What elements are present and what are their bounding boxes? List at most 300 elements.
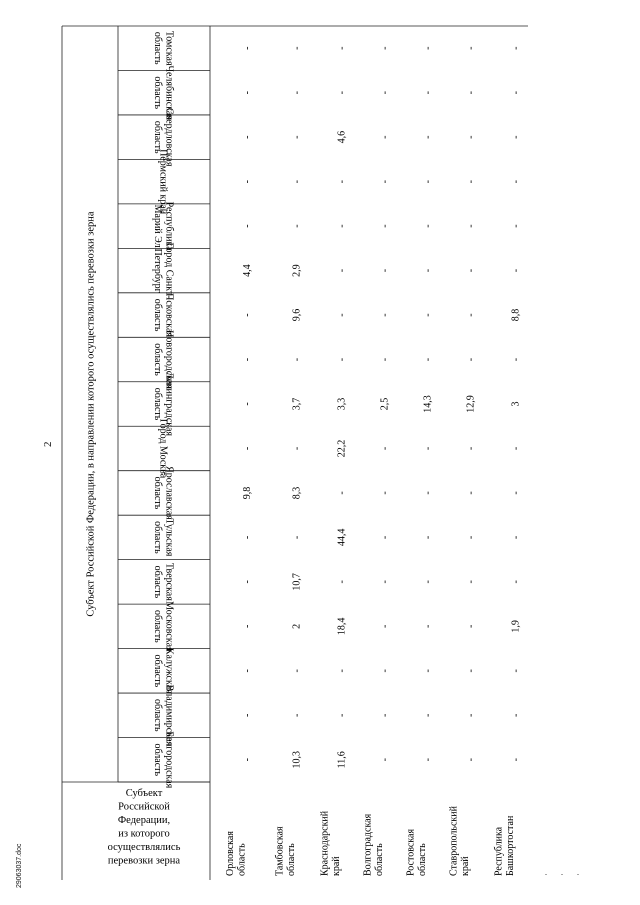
cell-value: 44,4 — [336, 528, 348, 547]
cell-value: 22,2 — [336, 439, 348, 458]
cell-value: - — [422, 624, 434, 629]
page-number: 2 — [42, 441, 54, 447]
table-cell — [380, 136, 391, 139]
origin-header-line: Субъект — [125, 788, 163, 799]
table-cell — [511, 536, 522, 539]
cell-value: - — [242, 713, 253, 717]
table-cell — [292, 180, 303, 183]
cell-value: - — [465, 446, 477, 451]
table-cell — [242, 313, 253, 316]
origin-header-line: из которого — [118, 828, 170, 840]
cell-value: - — [242, 446, 253, 451]
cell-value: 3,7 — [291, 397, 303, 411]
destination-header-line: Белгородская — [163, 731, 175, 789]
cell-value: - — [510, 179, 522, 184]
cell-value: - — [336, 491, 348, 495]
table-cell — [511, 91, 522, 94]
row-origin-line: Ростовская — [405, 828, 417, 876]
table-cell — [337, 358, 348, 361]
row-origin-line: Башкортостан — [505, 815, 516, 876]
cell-value: - — [291, 357, 303, 362]
destination-header-line: Республика — [163, 201, 175, 251]
table-cell — [423, 714, 434, 717]
cell-value: 11,6 — [336, 751, 348, 769]
table-cell — [337, 669, 348, 672]
table-cell — [423, 758, 434, 761]
table-cell — [380, 580, 391, 583]
table-cell — [337, 714, 348, 717]
table-cell — [337, 131, 348, 144]
cell-value: - — [422, 91, 434, 95]
cell-value: - — [379, 224, 391, 228]
table-cell — [511, 136, 522, 139]
origin-header-line: перевозки зерна — [107, 855, 181, 867]
destination-header-line: Ярославская — [163, 466, 175, 520]
cell-value: - — [465, 268, 477, 273]
cell-value: - — [465, 357, 477, 362]
cell-value: - — [465, 535, 477, 540]
table-cell — [292, 624, 303, 629]
table-cell — [466, 580, 477, 583]
cell-value: - — [510, 357, 522, 362]
destination-header-line: Псковская — [163, 293, 175, 337]
destination-header-line: Новгородская — [163, 330, 175, 389]
cell-value: - — [510, 268, 522, 273]
cell-value: - — [242, 624, 253, 629]
destination-header-line: область — [151, 120, 163, 154]
cell-value: 1,9 — [510, 620, 522, 633]
cell-value: - — [465, 669, 477, 673]
cell-value: - — [379, 446, 391, 451]
cell-value: - — [379, 135, 391, 139]
cell-value: - — [242, 535, 253, 540]
cell-value: - — [291, 713, 303, 717]
cell-value: - — [291, 535, 303, 540]
table-cell — [337, 224, 348, 227]
row-origin-label — [363, 813, 386, 876]
table-cell — [511, 269, 522, 272]
row-origin-line: область — [374, 843, 385, 876]
table-cell — [466, 714, 477, 717]
row-origin-line: Тамбовская — [274, 826, 286, 876]
destination-header — [152, 518, 175, 556]
row-origin-line: область — [417, 843, 428, 876]
table-cell — [466, 447, 477, 450]
destination-header — [152, 65, 175, 120]
table-cell — [511, 669, 522, 672]
cell-value: 2,5 — [379, 397, 391, 411]
table-cell — [423, 491, 434, 494]
destination-header-line: Город Санкт- — [163, 242, 175, 299]
cell-value: - — [422, 446, 434, 451]
table-cell — [466, 91, 477, 94]
cell-value: - — [336, 713, 348, 717]
destination-header-line: область — [151, 698, 163, 732]
row-origin-line: Волгоградская — [362, 813, 374, 876]
cell-value: - — [379, 713, 391, 717]
table-cell — [337, 440, 348, 458]
cell-value: 18,4 — [336, 617, 348, 636]
cell-value: - — [465, 580, 477, 584]
row-origin-line: Орловская — [225, 831, 236, 876]
destination-header-line: Томская — [163, 30, 175, 66]
table-cell — [242, 402, 253, 405]
cell-value: - — [291, 179, 303, 184]
cell-value: - — [291, 135, 303, 139]
table-cell — [423, 669, 434, 672]
table-cell — [511, 309, 522, 322]
cell-value: - — [465, 713, 477, 717]
table-cell — [380, 269, 391, 272]
table-cell — [423, 269, 434, 272]
table-cell — [337, 398, 348, 411]
cell-value: - — [465, 624, 477, 629]
table-cell — [337, 618, 348, 636]
cell-value: - — [379, 357, 391, 362]
table-cell — [242, 714, 253, 717]
cell-value: - — [242, 46, 253, 50]
cell-value: 4,4 — [242, 264, 253, 277]
cell-value: 8,3 — [291, 486, 303, 500]
table-cell — [511, 224, 522, 227]
table-cell — [242, 625, 253, 628]
table-cell — [511, 447, 522, 450]
destination-header-line: Владимирская — [163, 684, 175, 746]
table-cell — [423, 358, 434, 361]
table-cell — [242, 91, 253, 94]
table-cell — [380, 91, 391, 94]
destination-header-line: область — [151, 743, 163, 777]
cell-value: 9,8 — [242, 486, 253, 500]
table-cell — [337, 91, 348, 94]
table-cell — [242, 669, 253, 672]
cell-value: 14,3 — [422, 395, 434, 413]
row-origin-line: область — [236, 843, 248, 876]
table-cell — [466, 536, 477, 539]
cell-value: - — [465, 46, 477, 50]
cell-value: - — [336, 313, 348, 317]
table-cell — [511, 358, 522, 361]
destination-header — [152, 648, 175, 694]
table-cell — [292, 573, 303, 591]
table-cell — [292, 309, 303, 322]
table-cell — [292, 447, 303, 450]
table-cell — [380, 313, 391, 316]
table-cell — [380, 758, 391, 761]
cell-value: 3,3 — [336, 397, 348, 411]
table-cell — [292, 487, 303, 500]
table-cell — [423, 91, 434, 94]
cell-value: - — [242, 179, 253, 184]
cell-value: - — [242, 669, 253, 673]
cell-value: - — [465, 179, 477, 184]
table-cell — [380, 358, 391, 361]
cell-value: - — [379, 758, 391, 762]
table-cell — [380, 536, 391, 539]
table-cell — [292, 714, 303, 717]
destination-header-line: область — [151, 610, 163, 643]
cell-value: - — [422, 268, 434, 273]
destination-header — [152, 330, 175, 389]
cell-value: - — [422, 669, 434, 673]
table-cell — [292, 264, 303, 277]
origin-header-line: Федерации, — [117, 815, 171, 826]
table-cell — [292, 224, 303, 227]
table-cell — [466, 358, 477, 361]
destination-header-line: область — [151, 76, 163, 110]
table-cell — [380, 47, 391, 50]
destination-header — [152, 685, 175, 747]
cell-value: - — [379, 580, 391, 584]
origin-header-line: осуществлялись — [107, 842, 181, 853]
cell-value: - — [510, 135, 522, 139]
cell-value: - — [336, 580, 348, 584]
table-cell — [292, 669, 303, 672]
table-cell — [466, 224, 477, 227]
cell-value: - — [242, 91, 253, 95]
cell-value: - — [422, 46, 434, 50]
table-cell — [292, 91, 303, 94]
cell-value: - — [291, 446, 303, 451]
destination-header-line: область — [151, 565, 163, 599]
row-origin-label — [225, 831, 248, 876]
table-cell — [242, 758, 253, 761]
table-cell — [423, 180, 434, 183]
table-cell — [466, 136, 477, 139]
destination-header-line: Город Москва — [157, 418, 169, 479]
table-cell — [380, 224, 391, 227]
cell-value: - — [291, 46, 303, 50]
cell-value: 8,8 — [510, 308, 522, 322]
table-cell — [423, 395, 434, 413]
cell-value: - — [422, 135, 434, 139]
table-cell — [511, 714, 522, 717]
cell-value: 10,3 — [291, 751, 303, 769]
destination-header — [152, 293, 175, 337]
cell-value: - — [510, 669, 522, 673]
table-cell — [242, 264, 253, 277]
table-cell — [511, 620, 522, 633]
cell-value: - — [422, 713, 434, 717]
destination-header — [152, 243, 175, 299]
cell-value: 2,9 — [291, 264, 303, 277]
cell-value: - — [242, 758, 253, 762]
cell-value: - — [465, 491, 477, 495]
destination-header-line: область — [151, 343, 163, 376]
cell-value: - — [242, 402, 253, 406]
destination-header-line: Пермский край — [157, 149, 169, 215]
table-cell — [337, 751, 348, 768]
table-cell — [292, 136, 303, 139]
cell-value: - — [422, 313, 434, 317]
destination-header-line: Петербург — [151, 248, 163, 293]
table-cell — [423, 136, 434, 139]
table-cell — [337, 529, 348, 547]
row-origin-line: Ставропольский — [448, 806, 460, 876]
table-cell — [511, 180, 522, 183]
cell-value: - — [465, 135, 477, 139]
table-cell — [511, 580, 522, 583]
cell-value: - — [510, 91, 522, 95]
footer-dots: . . . — [545, 868, 585, 877]
header-main-line: Субъект Российской Федерации, в направлении которого осуществлялись перевозки зерна — [85, 211, 97, 617]
destination-header-line: Свердловская — [163, 107, 175, 167]
cell-value: 9,6 — [291, 308, 303, 322]
cell-value: - — [336, 357, 348, 362]
table-cell — [511, 491, 522, 494]
cell-value: - — [379, 313, 391, 317]
table-cell — [423, 625, 434, 628]
cell-value: - — [242, 135, 253, 139]
table-cell — [380, 447, 391, 450]
cell-value: 2 — [291, 623, 303, 629]
table-cell — [292, 751, 303, 769]
cell-value: - — [465, 758, 477, 762]
cell-value: - — [379, 624, 391, 629]
table-cell — [380, 625, 391, 628]
table-cell — [337, 580, 348, 583]
cell-value: - — [291, 224, 303, 228]
destination-header-line: Челябинская — [163, 65, 175, 120]
table-cell — [423, 47, 434, 50]
cell-value: - — [510, 713, 522, 717]
cell-value: - — [422, 491, 434, 495]
cell-value: 4,6 — [336, 130, 348, 144]
cell-value: - — [510, 446, 522, 451]
table-cell — [466, 669, 477, 672]
cell-value: - — [336, 91, 348, 95]
destination-header-line: Ленинградская — [163, 371, 175, 437]
table-cell — [242, 487, 253, 500]
table-cell — [466, 269, 477, 272]
cell-value: - — [336, 46, 348, 50]
row-origin-line: Республика — [493, 826, 505, 876]
table-cell — [380, 180, 391, 183]
table-cell — [337, 491, 348, 494]
header-main — [86, 211, 97, 617]
cell-value: - — [510, 535, 522, 540]
cell-value: - — [510, 46, 522, 50]
destination-header-line: область — [151, 654, 163, 688]
cell-value: - — [422, 357, 434, 362]
cell-value: 10,7 — [291, 573, 303, 591]
cell-value: - — [291, 91, 303, 95]
destination-header-line: Калужская — [163, 647, 175, 694]
cell-value: - — [379, 179, 391, 184]
cell-value: - — [336, 268, 348, 273]
table-cell — [242, 136, 253, 139]
row-origin-label — [320, 810, 343, 876]
table-cell — [466, 625, 477, 628]
table-cell — [380, 491, 391, 494]
cell-value: - — [422, 224, 434, 228]
table-cell — [337, 180, 348, 183]
destination-header — [152, 563, 175, 601]
cell-value: - — [291, 669, 303, 673]
table-cell — [292, 398, 303, 411]
destination-header-line: область — [151, 476, 163, 510]
table-cell — [292, 47, 303, 50]
cell-value: - — [336, 224, 348, 228]
destination-header-line: Тульская — [163, 518, 175, 557]
table-cell — [380, 398, 391, 411]
cell-value: - — [465, 91, 477, 95]
table-cell — [242, 180, 253, 183]
table-cell — [380, 714, 391, 717]
destination-header-line: область — [151, 521, 163, 554]
table-cell — [242, 447, 253, 450]
cell-value: - — [242, 313, 253, 317]
cell-value: - — [422, 179, 434, 184]
table-cell — [242, 358, 253, 361]
cell-value: - — [422, 758, 434, 762]
cell-value: - — [379, 669, 391, 673]
cell-value: - — [379, 535, 391, 540]
table-cell — [511, 47, 522, 50]
table-cell — [337, 313, 348, 316]
row-origin-line: край — [460, 856, 471, 876]
table-cell — [242, 224, 253, 227]
cell-value: - — [242, 357, 253, 362]
destination-header-line: Марий Эл — [151, 204, 163, 248]
row-origin-label — [275, 826, 298, 876]
table-cell — [423, 536, 434, 539]
cell-value: 12,9 — [465, 395, 477, 413]
origin-header-line: Российской — [118, 801, 170, 813]
destination-header-line: Тверская — [163, 562, 175, 601]
table-cell — [423, 580, 434, 583]
cell-value: - — [422, 535, 434, 540]
destination-header-line: Московская — [163, 601, 175, 652]
table-cell — [423, 313, 434, 316]
table-cell — [511, 402, 522, 407]
table-cell — [511, 758, 522, 761]
table-cell — [292, 358, 303, 361]
cell-value: - — [379, 491, 391, 495]
cell-value: - — [510, 224, 522, 228]
cell-value: - — [379, 268, 391, 273]
destination-header-line: область — [151, 298, 163, 332]
table-cell — [466, 313, 477, 316]
row-origin-line: край — [331, 856, 342, 876]
table-cell — [466, 395, 477, 413]
row-origin-line: Краснодарский — [319, 810, 331, 876]
destination-header — [152, 31, 175, 66]
row-origin-label — [449, 805, 472, 876]
table-cell — [423, 447, 434, 450]
table-cell — [292, 536, 303, 539]
table-cell — [466, 47, 477, 50]
cell-value: - — [510, 491, 522, 495]
destination-header-line: область — [151, 387, 163, 421]
file-name: 29063037.doc — [16, 843, 23, 888]
table-cell — [466, 758, 477, 761]
cell-value: - — [379, 91, 391, 95]
table-cell — [466, 180, 477, 183]
table-cell — [423, 224, 434, 227]
cell-value: - — [242, 224, 253, 228]
cell-value: - — [336, 669, 348, 673]
table-cell — [242, 47, 253, 50]
cell-value: - — [422, 580, 434, 584]
destination-header — [152, 601, 175, 652]
table-cell — [337, 47, 348, 50]
table-cell — [337, 269, 348, 272]
row-origin-label — [494, 815, 517, 876]
cell-value: - — [242, 580, 253, 584]
cell-value: - — [465, 313, 477, 317]
table-cell — [242, 580, 253, 583]
